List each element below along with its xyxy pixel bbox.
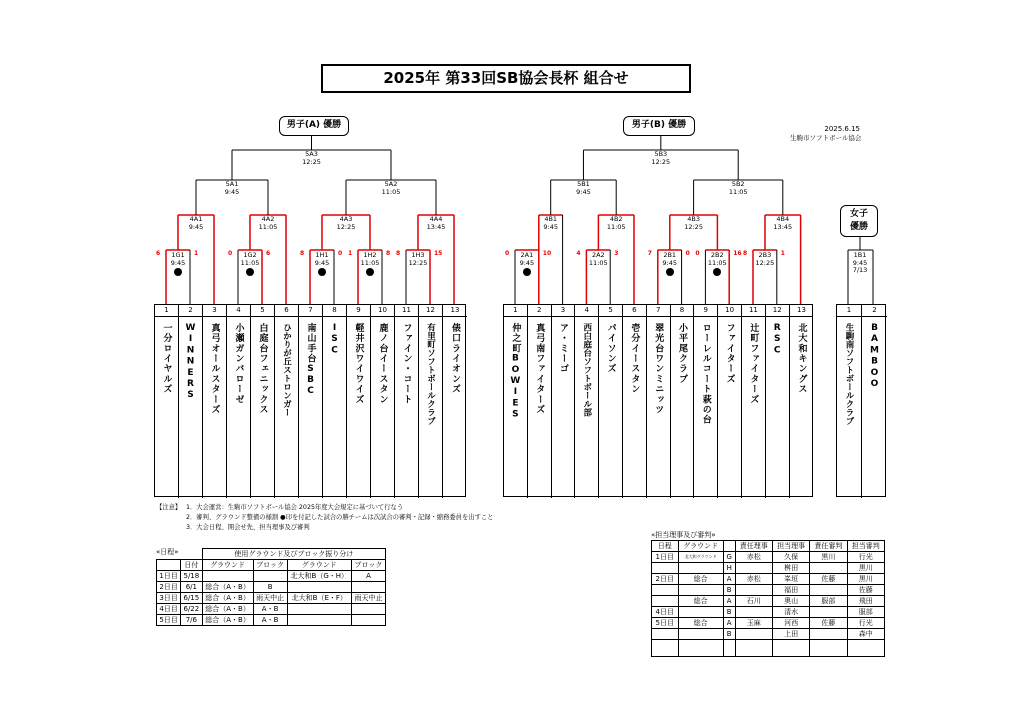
team-number: 12 <box>766 305 789 317</box>
b-team-4 <box>575 305 599 498</box>
team-number: 3 <box>203 305 226 317</box>
match-1B1: 1B1 9:45 7/13 <box>852 251 868 274</box>
team-table-b <box>503 304 813 497</box>
officials-header: 日程 <box>652 541 679 552</box>
table-cell: 5/18 <box>181 571 202 582</box>
score-2A2-left: 4 <box>576 250 581 257</box>
table-cell: 3日目 <box>157 593 181 604</box>
team-name: 翠光台ワンミニッツ <box>653 323 664 415</box>
table-cell: 5日目 <box>157 615 181 626</box>
officials-caption: «担当理事及び審判» <box>651 531 716 539</box>
table-cell: 行光 <box>847 552 884 563</box>
table-row <box>652 629 885 640</box>
champion-box-a: 男子(A) 優勝 <box>279 116 349 136</box>
score-2B2-right: 16 <box>733 250 742 257</box>
date: 2025.6.15 <box>824 125 860 133</box>
table-cell: 総合（A・B） <box>202 593 253 604</box>
table-cell: G <box>723 552 735 563</box>
team-number: 7 <box>299 305 322 317</box>
table-row <box>652 541 885 552</box>
team-name: パイソンズ <box>605 323 616 374</box>
table-cell: 河西 <box>772 618 809 629</box>
table-cell: 2日目 <box>157 582 181 593</box>
table-cell: 服部 <box>847 607 884 618</box>
team-number: 4 <box>575 305 598 317</box>
table-cell: 峯垣 <box>772 574 809 585</box>
notes <box>156 503 636 533</box>
referee-dot <box>666 268 674 276</box>
team-name: 有里町ソフトボールクラブ <box>425 323 436 425</box>
b-team-11 <box>742 305 766 498</box>
team-name: ファイン・コート <box>401 323 412 405</box>
table-cell <box>202 571 253 582</box>
a-team-1 <box>155 305 179 498</box>
officials-table <box>651 540 885 657</box>
score-2A1-left: 0 <box>505 250 510 257</box>
match-2B2: 2B2 11:05 <box>707 251 727 267</box>
w-team-2 <box>862 305 887 498</box>
table-cell: 北大和グラウンド <box>678 552 723 563</box>
team-name: 壱分イースタン <box>629 323 640 395</box>
table-row <box>652 640 885 657</box>
team-name: 軽井沢ワイワイズ <box>353 323 364 405</box>
team-name: 白庭台フェニックス <box>257 323 268 415</box>
match-4B3: 4B3 12:25 <box>684 215 703 231</box>
table-cell: 黒川 <box>810 552 847 563</box>
table-cell <box>810 607 847 618</box>
champion-women-line1: 女子 <box>849 209 868 219</box>
b-team-6 <box>623 305 647 498</box>
table-cell: 服部 <box>810 596 847 607</box>
team-name: ひかりが丘ストロンガー <box>281 323 292 417</box>
schedule-table <box>156 548 386 626</box>
referee-dot <box>366 268 374 276</box>
team-name: ローレルコート萩の台 <box>700 323 711 425</box>
table-cell: 総合 <box>678 618 723 629</box>
officials-header: 責任理事 <box>735 541 772 552</box>
table-cell: 佐藤 <box>810 618 847 629</box>
team-name: BAMBOO <box>869 323 880 391</box>
match-4A2: 4A2 11:05 <box>258 215 278 231</box>
table-cell: 総合 <box>678 596 723 607</box>
table-cell: 福田 <box>772 585 809 596</box>
table-cell: 上田 <box>772 629 809 640</box>
table-cell: 雨天中止 <box>253 593 287 604</box>
table-cell: 1日目 <box>157 571 181 582</box>
match-4A1: 4A1 9:45 <box>188 215 204 231</box>
team-number: 12 <box>419 305 442 317</box>
match-1H2: 1H2 11:05 <box>360 251 380 267</box>
match-1H3: 1H3 12:25 <box>408 251 428 267</box>
table-row <box>157 615 386 626</box>
schedule-header: 日付 <box>181 560 202 571</box>
champion-box-b: 男子(B) 優勝 <box>623 116 695 136</box>
schedule-header: ブロック <box>351 560 385 571</box>
table-cell: 6/22 <box>181 604 202 615</box>
table-cell: 5日目 <box>652 618 679 629</box>
score-2A2-right: 3 <box>614 250 619 257</box>
table-cell <box>735 585 772 596</box>
match-1G2: 1G2 11:05 <box>240 251 260 267</box>
match-4B1: 4B1 9:45 <box>543 215 558 231</box>
team-number: 1 <box>504 305 527 317</box>
table-cell: 黒川 <box>847 563 884 574</box>
score-2B2-left: 0 <box>695 250 700 257</box>
table-cell: 7/6 <box>181 615 202 626</box>
team-name: 辻町ファイターズ <box>748 323 759 405</box>
table-cell <box>253 571 287 582</box>
b-team-5 <box>599 305 623 498</box>
a-team-9 <box>347 305 371 498</box>
team-name: 小平尾クラブ <box>676 323 687 385</box>
table-cell: 総合（A・B） <box>202 604 253 615</box>
officials-header: 担当理事 <box>772 541 809 552</box>
table-cell <box>287 582 351 593</box>
match-5A1: 5A1 9:45 <box>224 180 240 196</box>
table-cell: 北大和B（G・H） <box>287 571 351 582</box>
table-cell: 飛田 <box>847 596 884 607</box>
schedule-header: ブロック <box>253 560 287 571</box>
match-2A2: 2A2 11:05 <box>588 251 608 267</box>
table-cell: 佐藤 <box>810 574 847 585</box>
table-cell: 北大和B（E・F） <box>287 593 351 604</box>
score-2B3-left: 8 <box>743 250 748 257</box>
team-number: 3 <box>552 305 575 317</box>
team-name: 鹿ノ台イースタン <box>377 323 388 405</box>
team-number: 13 <box>790 305 814 317</box>
table-cell: B <box>723 585 735 596</box>
table-cell <box>652 585 679 596</box>
match-5B3: 5B3 12:25 <box>651 150 671 166</box>
team-name: 西白庭台ソフトボール部 <box>581 323 592 417</box>
a-team-4 <box>227 305 251 498</box>
table-cell: 行光 <box>847 618 884 629</box>
a-team-2 <box>179 305 203 498</box>
referee-dot <box>523 268 531 276</box>
team-number: 5 <box>599 305 622 317</box>
table-cell: B <box>253 582 287 593</box>
table-cell <box>810 629 847 640</box>
table-cell <box>810 585 847 596</box>
table-cell <box>652 563 679 574</box>
score-2B1-left: 7 <box>647 250 652 257</box>
score-2B3-right: 1 <box>780 250 785 257</box>
table-cell <box>351 604 385 615</box>
team-name: ア・ミーゴ <box>557 323 568 374</box>
score-2B1-right: 0 <box>685 250 690 257</box>
team-name: ファイターズ <box>724 323 735 385</box>
table-row <box>652 618 885 629</box>
referee-dot <box>246 268 254 276</box>
table-cell <box>351 615 385 626</box>
team-number: 13 <box>443 305 467 317</box>
page-title: 2025年 第33回SB協会長杯 組合せ <box>321 64 691 93</box>
team-name: 小瀬ガンバローゼ <box>233 323 244 405</box>
schedule-header: グラウンド <box>287 560 351 571</box>
a-team-3 <box>203 305 227 498</box>
team-number: 1 <box>837 305 861 317</box>
team-name: 一分ロイヤルズ <box>161 323 172 395</box>
table-cell: 1日目 <box>652 552 679 563</box>
match-5B1: 5B1 9:45 <box>576 180 591 196</box>
team-number: 10 <box>371 305 394 317</box>
team-table-women <box>836 304 886 497</box>
table-cell <box>678 629 723 640</box>
team-name: RSC <box>772 323 783 357</box>
match-4A3: 4A3 12:25 <box>336 215 356 231</box>
team-number: 11 <box>395 305 418 317</box>
team-name: 真弓オールスターズ <box>209 323 220 415</box>
table-cell: H <box>723 563 735 574</box>
table-cell <box>772 640 809 657</box>
table-cell <box>810 563 847 574</box>
table-cell: 2日目 <box>652 574 679 585</box>
table-cell: 久保 <box>772 552 809 563</box>
match-4B4: 4B4 13:45 <box>773 215 793 231</box>
table-cell: 雨天中止 <box>351 593 385 604</box>
table-cell: 奥山 <box>772 596 809 607</box>
team-name: 南山手台SBC <box>305 323 316 398</box>
score-1H3-right: 15 <box>434 250 443 257</box>
match-2A1: 2A1 9:45 <box>519 251 535 267</box>
score-1H1-right: 0 <box>338 250 343 257</box>
table-cell <box>678 607 723 618</box>
a-team-12 <box>419 305 443 498</box>
score-1G1-right: 1 <box>194 250 199 257</box>
table-cell: A <box>723 618 735 629</box>
a-team-8 <box>323 305 347 498</box>
schedule-group-head: 使用グラウンド及びブロック振り分け <box>202 549 385 560</box>
a-team-11 <box>395 305 419 498</box>
table-cell: 赤松 <box>735 574 772 585</box>
table-row <box>157 571 386 582</box>
a-team-13 <box>443 305 467 498</box>
match-4B2: 4B2 11:05 <box>606 215 626 231</box>
match-5A2: 5A2 11:05 <box>381 180 401 196</box>
team-number: 8 <box>671 305 694 317</box>
note-2: 2．審判、グラウンド整備の様割 ●印を付記した試合の勝チームは次試合の審判・記録・縮務委員を出すこと <box>186 514 494 521</box>
table-cell: 森中 <box>847 629 884 640</box>
team-number: 4 <box>227 305 250 317</box>
b-team-8 <box>671 305 695 498</box>
team-number: 2 <box>179 305 202 317</box>
table-cell <box>847 640 884 657</box>
table-cell: 石川 <box>735 596 772 607</box>
team-number: 6 <box>275 305 298 317</box>
score-1G2-right: 6 <box>266 250 271 257</box>
team-name: 生駒南ソフトボールクラブ <box>844 323 854 425</box>
team-table-a <box>154 304 466 497</box>
b-team-12 <box>766 305 790 498</box>
referee-dot <box>318 268 326 276</box>
table-cell: 6/15 <box>181 593 202 604</box>
table-cell <box>735 563 772 574</box>
table-cell: 黒川 <box>847 574 884 585</box>
score-1H2-left: 1 <box>348 250 353 257</box>
table-cell: A <box>723 574 735 585</box>
table-row <box>652 585 885 596</box>
match-5B2: 5B2 11:05 <box>728 180 748 196</box>
a-team-10 <box>371 305 395 498</box>
b-team-10 <box>718 305 742 498</box>
team-number: 1 <box>155 305 178 317</box>
score-1G1-left: 6 <box>156 250 161 257</box>
table-cell: 清水 <box>772 607 809 618</box>
match-5A3: 5A3 12:25 <box>302 150 321 166</box>
a-team-6 <box>275 305 299 498</box>
champion-women-line2: 優勝 <box>849 222 868 232</box>
table-cell: 総合 <box>678 574 723 585</box>
table-cell: A・B <box>253 604 287 615</box>
table-cell <box>678 640 723 657</box>
notes-head: 【注意】 <box>156 504 182 511</box>
match-2B1: 2B1 9:45 <box>662 251 677 267</box>
table-cell: 佐藤 <box>847 585 884 596</box>
table-cell: 総合（A・B） <box>202 582 253 593</box>
table-cell: A <box>351 571 385 582</box>
match-1H1: 1H1 9:45 <box>314 251 330 267</box>
table-cell <box>652 640 679 657</box>
team-name: WINNERS <box>185 323 196 402</box>
team-number: 6 <box>623 305 646 317</box>
table-cell: B <box>723 607 735 618</box>
table-row <box>652 563 885 574</box>
table-cell <box>723 640 735 657</box>
table-cell <box>287 615 351 626</box>
a-team-5 <box>251 305 275 498</box>
officials-header <box>723 541 735 552</box>
officials-header: 責任審判 <box>810 541 847 552</box>
table-row <box>157 582 386 593</box>
table-row <box>157 593 386 604</box>
team-name: 北大和キングス <box>796 323 807 395</box>
b-team-3 <box>552 305 576 498</box>
score-1H2-right: 8 <box>386 250 391 257</box>
score-1H3-left: 8 <box>396 250 401 257</box>
match-1G1: 1G1 9:45 <box>170 251 186 267</box>
team-number: 2 <box>528 305 551 317</box>
table-cell: 4日目 <box>652 607 679 618</box>
table-row <box>157 604 386 615</box>
table-cell: 4日目 <box>157 604 181 615</box>
schedule-header <box>157 560 181 571</box>
table-row <box>652 596 885 607</box>
b-team-2 <box>528 305 552 498</box>
team-number: 2 <box>862 305 887 317</box>
schedule-header: グラウンド <box>202 560 253 571</box>
table-cell <box>735 640 772 657</box>
team-name: 真弓南ファイターズ <box>534 323 545 415</box>
team-number: 5 <box>251 305 274 317</box>
table-cell: 赤松 <box>735 552 772 563</box>
table-cell <box>287 604 351 615</box>
score-1H1-left: 8 <box>300 250 305 257</box>
table-cell <box>652 629 679 640</box>
score-2A1-right: 10 <box>542 250 552 257</box>
table-cell <box>678 563 723 574</box>
note-3: 3．大会日程、開会せ先、担当理事及び審判 <box>186 524 310 531</box>
table-cell: A <box>723 596 735 607</box>
table-cell <box>652 596 679 607</box>
team-number: 8 <box>323 305 346 317</box>
table-cell: B <box>723 629 735 640</box>
team-name: 俵口ライオンズ <box>450 323 460 395</box>
note-1: 1．大会運営：生駒市ソフトボール協会 2025年度大会規定に基づいて行なう <box>186 504 404 511</box>
b-team-9 <box>694 305 718 498</box>
table-cell <box>351 582 385 593</box>
table-cell: A・B <box>253 615 287 626</box>
team-number: 7 <box>647 305 670 317</box>
team-number: 9 <box>347 305 370 317</box>
b-team-13 <box>790 305 814 498</box>
table-cell <box>735 607 772 618</box>
table-cell <box>810 640 847 657</box>
team-number: 11 <box>742 305 765 317</box>
schedule-caption: «日程» <box>156 548 179 556</box>
table-cell: 6/1 <box>181 582 202 593</box>
team-number: 10 <box>718 305 741 317</box>
table-cell <box>678 585 723 596</box>
team-name: 仲之町BOWIES <box>510 323 521 421</box>
b-team-7 <box>647 305 671 498</box>
officials-header: グラウンド <box>678 541 723 552</box>
match-4A4: 4A4 13:45 <box>426 215 446 231</box>
table-row <box>652 552 885 563</box>
table-row <box>652 607 885 618</box>
team-name: ISC <box>329 323 340 357</box>
w-team-1 <box>837 305 862 498</box>
team-number: 9 <box>694 305 717 317</box>
match-2B3: 2B3 12:25 <box>755 251 775 267</box>
score-1G2-left: 0 <box>228 250 233 257</box>
table-cell: 桝田 <box>772 563 809 574</box>
b-team-1 <box>504 305 528 498</box>
officials-header: 担当審判 <box>847 541 884 552</box>
a-team-7 <box>299 305 323 498</box>
table-cell: 玉麻 <box>735 618 772 629</box>
table-cell: 総合（A・B） <box>202 615 253 626</box>
organizer: 生駒市ソフトボール協会 <box>790 134 862 142</box>
table-cell <box>735 629 772 640</box>
table-row <box>652 574 885 585</box>
referee-dot <box>174 268 182 276</box>
